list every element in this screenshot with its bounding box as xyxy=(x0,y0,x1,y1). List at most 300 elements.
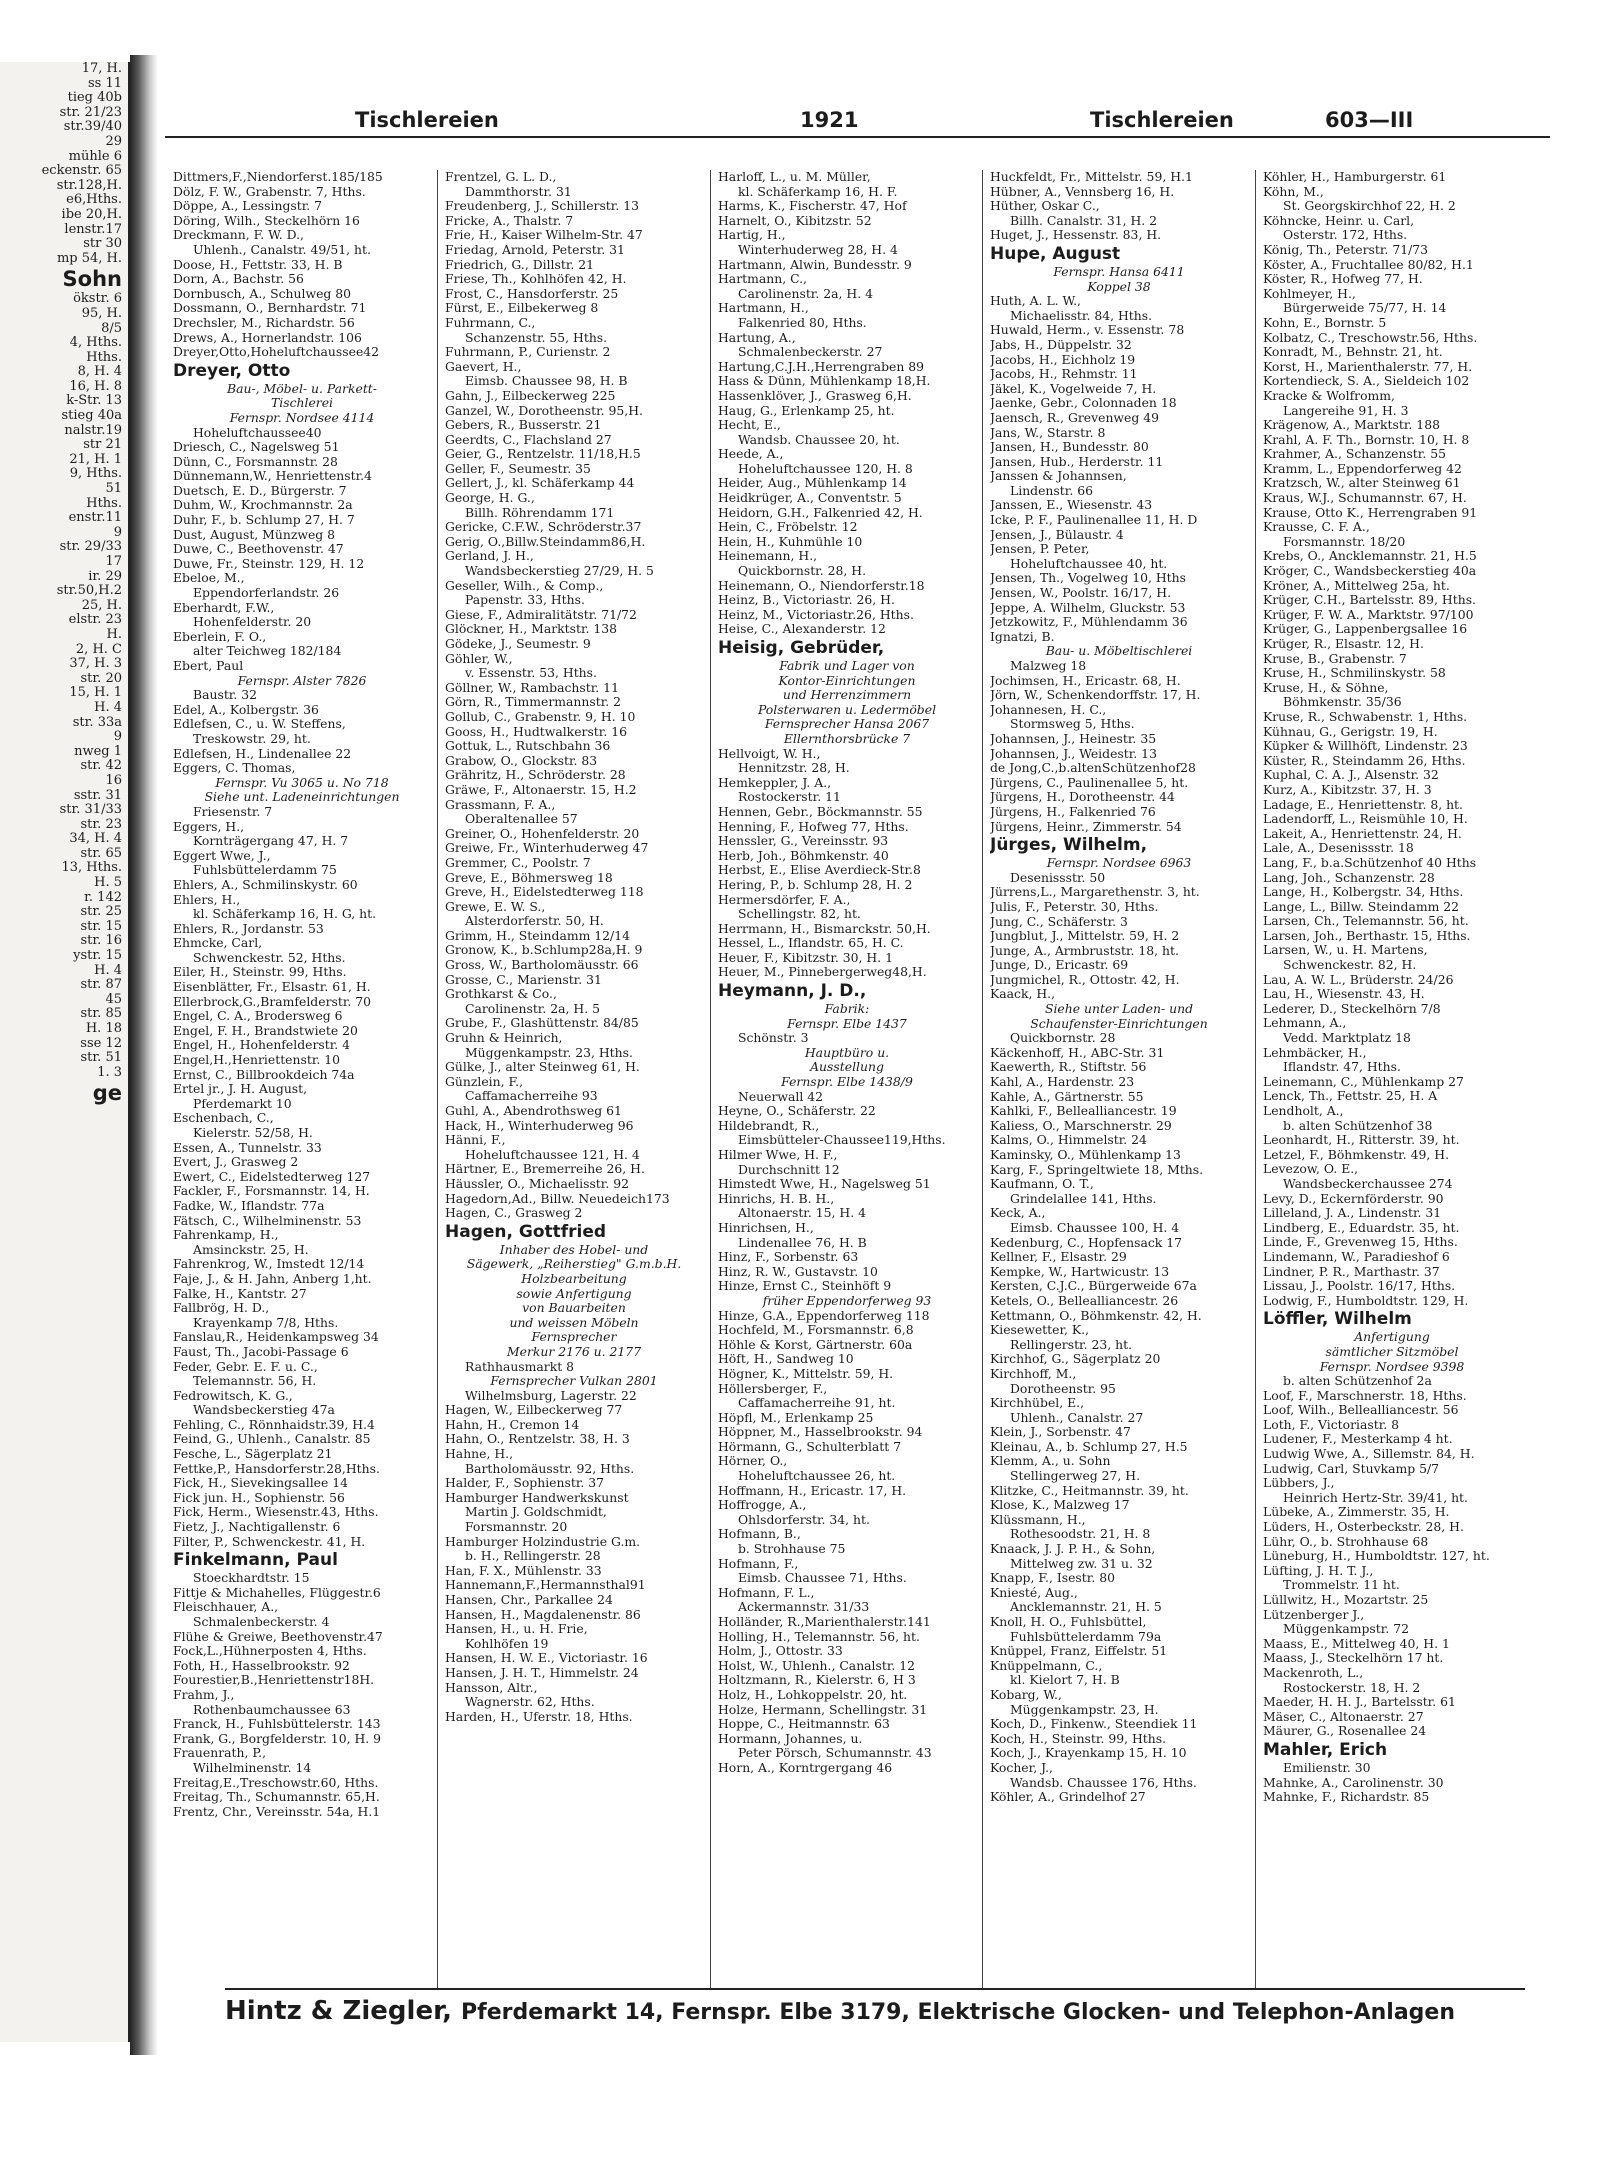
directory-entry: Frahm, J., xyxy=(173,1687,235,1702)
directory-entry: Uhlenh., Canalstr. 27 xyxy=(1010,1410,1144,1425)
directory-entry: St. Georgskirchhof 22, H. 2 xyxy=(1283,199,1456,214)
directory-entry: Kobarg, W., xyxy=(990,1687,1062,1702)
directory-entry: Feder, Gebr. E. F. u. C., xyxy=(173,1359,318,1374)
directory-entry: Günzlein, F., xyxy=(445,1074,524,1089)
directory-entry: Hassenklöver, J., Grasweg 6,H. xyxy=(718,388,912,403)
directory-entry: George, H. G., xyxy=(445,491,535,506)
directory-entry: Krüger, F. W. A., Marktstr. 97/100 xyxy=(1263,607,1474,622)
previous-page-fragment: stieg 40a xyxy=(61,408,122,424)
directory-entry: Jensen, Th., Vogelweg 10, Hths xyxy=(990,571,1186,586)
directory-entry: Faje, J., & H. Jahn, Anberg 1,ht. xyxy=(173,1271,372,1286)
directory-entry: Glöckner, H., Marktstr. 138 xyxy=(445,622,618,637)
directory-entry: Gronow, K., b.Schlump28a,H. 9 xyxy=(445,943,643,958)
directory-heading: Heymann, J. D., xyxy=(718,981,867,1002)
directory-entry: Gellert, J., kl. Schäferkamp 44 xyxy=(445,476,635,491)
directory-entry: Göllner, W., Rambachstr. 11 xyxy=(445,680,619,695)
directory-entry: Fedrowitsch, K. G., xyxy=(173,1388,293,1403)
previous-page-edge xyxy=(0,62,130,2042)
directory-entry: Heinz, M., Victoriastr.26, Hths. xyxy=(718,607,914,622)
directory-entry: Käckenhoff, H., ABC-Str. 31 xyxy=(990,1045,1165,1060)
previous-page-fragment: str. 87 xyxy=(80,977,122,993)
directory-entry: Caffamacherreihe 93 xyxy=(465,1089,598,1104)
directory-entry: Krausse, C. F. A., xyxy=(1263,520,1370,535)
directory-entry: Leinemann, C., Mühlenkamp 27 xyxy=(1263,1074,1464,1089)
directory-entry: Knoll, H. O., Fuhlsbüttel, xyxy=(990,1615,1147,1629)
directory-column-1 xyxy=(173,170,431,1819)
directory-entry: Himstedt Wwe, H., Nagelsweg 51 xyxy=(718,1177,931,1192)
directory-entry: Hartmann, Alwin, Bundesstr. 9 xyxy=(718,257,912,272)
directory-entry: Ernst, C., Billbrookdeich 74a xyxy=(173,1067,355,1082)
previous-page-fragment: ibe 20,H. xyxy=(61,206,122,222)
directory-entry: Drews, A., Hornerlandstr. 106 xyxy=(173,330,362,345)
directory-entry: Hoheluftchaussee 40, ht. xyxy=(1010,556,1168,571)
previous-page-fragment: H. 4 xyxy=(94,699,122,715)
previous-page-fragment: tieg 40b xyxy=(67,90,122,106)
directory-entry: Kröner, A., Mittelweg 25a, ht. xyxy=(1263,578,1450,593)
directory-entry: Jungblut, J., Mittelstr. 59, H. 2 xyxy=(990,929,1180,944)
directory-entry: Kahlki, F., Bellealliancestr. 19 xyxy=(990,1104,1177,1119)
directory-entry: Henssler, G., Vereinsstr. 93 xyxy=(718,834,889,849)
directory-entry: Höhle & Korst, Gärtnerstr. 60a xyxy=(718,1337,913,1352)
directory-entry: Leonhardt, H., Ritterstr. 39, ht. xyxy=(1263,1133,1460,1148)
previous-page-fragment: str 30 xyxy=(83,236,122,252)
directory-entry: Höllersberger, F., xyxy=(718,1381,828,1396)
directory-entry: Eimsb. Chaussee 71, Hths. xyxy=(738,1571,907,1586)
directory-entry: Michaelisstr. 84, Hths. xyxy=(1010,308,1153,323)
directory-entry: Hering, P., b. Schlump 28, H. 2 xyxy=(718,877,913,892)
directory-heading: Hagen, Gottfried xyxy=(445,1221,607,1242)
directory-entry: Jürrens,L., Margarethenstr. 3, ht. xyxy=(990,885,1200,900)
directory-entry: Jungmichel, R., Ottostr. 42, H. xyxy=(990,972,1180,987)
directory-entry: Kellner, F., Elsastr. 29 xyxy=(990,1250,1127,1265)
directory-entry: Fick, Herm., Wiesenstr.43, Hths. xyxy=(173,1505,379,1520)
directory-entry: Giese, F., Admiralitätstr. 71/72 xyxy=(445,607,637,622)
directory-entry: Langereihe 91, H. 3 xyxy=(1283,403,1409,418)
directory-entry: Kersten, C.J.C., Bürgerweide 67a xyxy=(990,1279,1197,1294)
directory-entry: Dammthorstr. 31 xyxy=(465,184,572,199)
directory-entry: Levezow, O. E., xyxy=(1263,1162,1359,1177)
directory-entry: Huwald, Herm., v. Essenstr. 78 xyxy=(990,323,1185,338)
directory-entry: Hörmann, G., Schulterblatt 7 xyxy=(718,1439,902,1454)
directory-entry: Eschenbach, C., xyxy=(173,1111,274,1126)
directory-entry: Hartung, A., xyxy=(718,330,796,345)
directory-entry: Pferdemarkt 10 xyxy=(193,1096,292,1111)
directory-entry: Schwenckestr. 52, Hths. xyxy=(193,950,346,965)
directory-entry: Falkenried 80, Hths. xyxy=(738,315,867,330)
directory-entry: Stoeckhardtstr. 15 xyxy=(193,1571,310,1586)
directory-entry: Eimsb. Chaussee 100, H. 4 xyxy=(1010,1220,1180,1235)
previous-page-fragment: 16, H. 8 xyxy=(69,378,122,394)
directory-entry: Frank, G., Borgfelderstr. 10, H. 9 xyxy=(173,1731,382,1746)
directory-entry: Fricke, A., Thalstr. 7 xyxy=(445,213,574,228)
directory-entry: Franck, H., Fuhlsbüttelerstr. 143 xyxy=(173,1717,381,1732)
directory-entry: Jaensch, R., Grevenweg 49 xyxy=(990,410,1160,425)
directory-entry: Lühr, O., b. Strohhause 68 xyxy=(1263,1534,1429,1549)
directory-entry: Hartig, H., xyxy=(718,228,786,243)
directory-entry: Küster, R., Steindamm 26, Hths. xyxy=(1263,753,1466,768)
previous-page-fragment: ge xyxy=(92,1081,122,1106)
directory-entry: Bau-, Möbel- u. Parkett- xyxy=(227,381,377,396)
directory-entry: Sägewerk, „Reiherstieg" G.m.b.H. xyxy=(466,1257,682,1272)
directory-entry: Lange, L., Billw. Steindamm 22 xyxy=(1263,899,1460,914)
directory-entry: Falke, H., Kantstr. 27 xyxy=(173,1286,307,1301)
directory-entry: Malzweg 18 xyxy=(1010,659,1087,673)
directory-entry: Ausstellung xyxy=(810,1060,884,1075)
directory-entry: Telemannstr. 56, H. xyxy=(193,1374,317,1389)
directory-entry: Alsterdorferstr. 50, H. xyxy=(465,914,604,929)
directory-entry: Wagnerstr. 62, Hths. xyxy=(465,1695,595,1710)
directory-entry: Kruse, H., & Söhne, xyxy=(1263,680,1389,695)
directory-entry: Desenissstr. 50 xyxy=(1010,870,1106,885)
directory-entry: Hagen, W., Eilbeckerweg 77 xyxy=(445,1403,623,1418)
directory-entry: Kleinau, A., b. Schlump 27, H.5 xyxy=(990,1439,1188,1454)
directory-entry: Eggers, H., xyxy=(173,819,245,834)
directory-entry: Fesche, L., Sägerplatz 21 xyxy=(173,1447,333,1462)
directory-entry: Fittje & Michahelles, Flüggestr.6 xyxy=(173,1585,381,1600)
directory-entry: und Herrenzimmern xyxy=(782,688,912,703)
directory-entry: Kurz, A., Kibitzstr. 37, H. 3 xyxy=(1263,782,1432,797)
directory-entry: Krebs, O., Ancklemannstr. 21, H.5 xyxy=(1263,549,1477,564)
directory-entry: Friesenstr. 7 xyxy=(193,804,273,819)
directory-entry: Knüppel, Franz, Eiffelstr. 51 xyxy=(990,1644,1168,1659)
previous-page-fragment: enstr.11 xyxy=(68,510,122,526)
previous-page-fragment: ökstr. 6 xyxy=(73,291,122,307)
directory-entry: Freudenberg, J., Schillerstr. 13 xyxy=(445,199,639,214)
directory-entry: Forsmannstr. 20 xyxy=(465,1520,568,1535)
directory-entry: Krahl, A. F. Th., Bornstr. 10, H. 8 xyxy=(1263,432,1470,447)
directory-entry: Eberlein, F. O., xyxy=(173,629,267,644)
previous-page-fragment: 15, H. 1 xyxy=(69,685,122,701)
directory-entry: von Bauarbeiten xyxy=(522,1301,626,1316)
directory-entry: Eiler, H., Steinstr. 99, Hths. xyxy=(173,965,347,980)
directory-entry: Ebeloe, M., xyxy=(173,571,245,586)
previous-page-fragment: mp 54, H. xyxy=(56,250,122,266)
directory-entry: Schanzenstr. 55, Hths. xyxy=(465,330,608,345)
directory-entry: Harden, H., Uferstr. 18, Hths. xyxy=(445,1709,633,1724)
directory-entry: sämtlicher Sitzmöbel xyxy=(1325,1344,1459,1359)
directory-entry: Rellingerstr. 23, ht. xyxy=(1010,1337,1133,1352)
directory-entry: Ladage, E., Henriettenstr. 8, ht. xyxy=(1263,797,1463,812)
directory-entry: Fuhlsbüttelerdamm 79a xyxy=(1010,1629,1162,1644)
directory-entry: Osterstr. 172, Hths. xyxy=(1283,228,1408,243)
column-divider xyxy=(437,170,438,1990)
previous-page-fragment: str. 15 xyxy=(80,918,122,934)
directory-entry: Kuphal, C. A. J., Alsenstr. 32 xyxy=(1263,768,1439,783)
directory-entry: Friedag, Arnold, Peterstr. 31 xyxy=(445,242,625,257)
directory-entry: Höppner, M., Hasselbrookstr. 94 xyxy=(718,1425,923,1440)
directory-entry: Rathhausmarkt 8 xyxy=(465,1359,575,1374)
directory-entry: Ladendorff, L., Reismühle 10, H. xyxy=(1263,812,1468,827)
previous-page-fragment: 2, H. C xyxy=(75,641,122,657)
directory-entry: Grindelallee 141, Hths. xyxy=(1010,1191,1157,1206)
directory-entry: Jensen, W., Poolstr. 16/17, H. xyxy=(990,586,1172,601)
directory-entry: Fernspr. Nordsee 9398 xyxy=(1319,1359,1465,1374)
column-divider xyxy=(1255,170,1256,1990)
directory-entry: Knaack, J. J. P. H., & Sohn, xyxy=(990,1542,1156,1557)
previous-page-fragment: 17, H. xyxy=(81,62,122,76)
directory-entry: Loof, Wilh., Bellealliancestr. 56 xyxy=(1263,1403,1459,1418)
directory-entry: Jung, C., Schäferstr. 3 xyxy=(990,914,1128,929)
directory-entry: Dünnemann,W., Henriettenstr.4 xyxy=(173,469,372,484)
directory-entry: b. alten Schützenhof 38 xyxy=(1283,1118,1433,1133)
directory-entry: Lenck, Th., Fettstr. 25, H. A xyxy=(1263,1089,1438,1104)
directory-entry: Duwe, C., Beethovenstr. 47 xyxy=(173,542,344,557)
directory-entry: Larsen, Ch., Telemannstr. 56, ht. xyxy=(1263,914,1469,929)
directory-entry: Siehe unter Laden- und xyxy=(1044,1002,1194,1017)
previous-page-fragment: lenstr.17 xyxy=(64,221,122,237)
directory-entry: Holländer, R.,Marienthalerstr.141 xyxy=(718,1615,931,1629)
directory-entry: Ehlers, R., Jordanstr. 53 xyxy=(173,921,324,936)
directory-entry: Durchschnitt 12 xyxy=(738,1162,840,1177)
directory-entry: Peter Pörsch, Schumannstr. 43 xyxy=(738,1746,932,1761)
directory-entry: Frost, C., Hansdorferstr. 25 xyxy=(445,286,619,301)
directory-entry: Carolinenstr. 2a, H. 4 xyxy=(738,286,873,301)
previous-page-fragment: nweg 1 xyxy=(74,743,122,759)
directory-entry: Jürgens, H., Dorotheenstr. 44 xyxy=(990,790,1175,805)
directory-entry: Gaevert, H., xyxy=(445,359,522,374)
directory-entry: Kempke, W., Hartwicustr. 13 xyxy=(990,1264,1170,1279)
directory-entry: Ellerbrock,G.,Bramfelderstr. 70 xyxy=(173,994,372,1009)
page-header xyxy=(165,102,1550,138)
previous-page-fragment: r. 142 xyxy=(84,889,122,905)
directory-entry: Huckfeldt, Fr., Mittelstr. 59, H.1 xyxy=(990,170,1193,184)
previous-page-fragment: 4, Hths. xyxy=(69,335,122,351)
directory-entry: Jacobs, H., Eichholz 19 xyxy=(990,352,1136,367)
directory-entry: Hessel, L., Iflandstr. 65, H. C. xyxy=(718,936,904,951)
directory-entry: Duhm, W., Krochmannstr. 2a xyxy=(173,498,353,513)
previous-page-fragment: mühle 6 xyxy=(68,148,122,164)
directory-entry: Herb, Joh., Böhmkenstr. 40 xyxy=(718,848,889,863)
previous-page-fragment: 8, H. 4 xyxy=(77,364,122,380)
previous-page-fragment: 29 xyxy=(105,133,122,149)
directory-entry: Hinrichs, H. B. H., xyxy=(718,1191,835,1206)
directory-entry: Fernspr. Alster 7826 xyxy=(237,673,367,688)
previous-page-fragment: str. 33a xyxy=(72,714,122,730)
directory-entry: Dreckmann, F. W. D., xyxy=(173,228,304,243)
directory-entry: Grassmann, F. A., xyxy=(445,797,556,812)
previous-page-fragment: 37, H. 3 xyxy=(69,656,122,672)
directory-entry: Hamburger Holzindustrie G.m. xyxy=(445,1534,641,1549)
directory-entry: Merkur 2176 u. 2177 xyxy=(506,1344,642,1359)
previous-page-fragment: ir. 29 xyxy=(88,568,122,584)
directory-entry: Gerland, J. H., xyxy=(445,549,534,564)
directory-entry: Evert, J., Grasweg 2 xyxy=(173,1155,299,1170)
directory-entry: Fätsch, C., Wilhelminenstr. 53 xyxy=(173,1213,362,1228)
directory-entry: Rostockerstr. 11 xyxy=(738,790,841,805)
directory-entry: Fuhrmann, C., xyxy=(445,315,536,330)
directory-entry: Duhr, F., b. Schlump 27, H. 7 xyxy=(173,513,355,528)
directory-entry: Döppe, A., Lessingstr. 7 xyxy=(173,199,323,214)
previous-page-fragment: sstr. 31 xyxy=(73,787,122,803)
directory-entry: Hinz, R. W., Gustavstr. 10 xyxy=(718,1264,878,1279)
directory-entry: Eberhardt, F.W., xyxy=(173,600,275,615)
directory-entry: Koch, D., Finkenw., Steendiek 11 xyxy=(990,1717,1198,1732)
directory-entry: Kaack, H., xyxy=(990,987,1056,1002)
directory-entry: Böhmkenstr. 35/36 xyxy=(1283,695,1402,710)
directory-entry: Karg, F., Springeltwiete 18, Mths. xyxy=(990,1162,1204,1177)
footer-firm: Hintz & Ziegler, xyxy=(225,1996,452,2026)
directory-column-3 xyxy=(718,170,976,1776)
directory-entry: Inhaber des Hobel- und xyxy=(499,1242,649,1257)
directory-entry: Hartmann, C., xyxy=(718,272,807,287)
directory-entry: Grewe, E. W. S., xyxy=(445,899,546,914)
previous-page-fragment: 9 xyxy=(113,729,122,745)
directory-entry: Gruhn & Heinrich, xyxy=(445,1031,563,1046)
directory-entry: Quickbornstr. 28, H. xyxy=(738,564,867,579)
directory-entry: Friedrich, G., Dillstr. 21 xyxy=(445,257,595,272)
directory-entry: Johannesen, H. C., xyxy=(990,702,1107,717)
directory-entry: Köhler, A., Grindelhof 27 xyxy=(990,1790,1146,1805)
directory-entry: Lübbers, J., xyxy=(1263,1476,1335,1491)
directory-entry: Hannemann,F.,Hermannsthal91 xyxy=(445,1578,646,1593)
directory-entry: Faust, Th., Jacobi-Passage 6 xyxy=(173,1344,349,1359)
directory-entry: Krüger, R., Elsastr. 12, H. xyxy=(1263,637,1424,651)
directory-entry: Heinemann, H., xyxy=(718,549,818,564)
directory-entry: Siehe unt. Ladeneinrichtungen xyxy=(204,790,400,805)
directory-entry: Köhncke, Heinr. u. Carl, xyxy=(1263,213,1415,228)
directory-entry: Hack, H., Winterhuderweg 96 xyxy=(445,1118,634,1133)
directory-entry: Bürgerweide 75/77, H. 14 xyxy=(1283,301,1447,316)
directory-entry: kl. Kielort 7, H. B xyxy=(1010,1673,1120,1688)
directory-column-2 xyxy=(445,170,703,1724)
directory-entry: Hochfeld, M., Forsmannstr. 6,8 xyxy=(718,1323,914,1338)
directory-entry: Kohlmeyer, H., xyxy=(1263,286,1356,301)
directory-entry: Duetsch, E. D., Bürgerstr. 7 xyxy=(173,483,347,498)
directory-entry: Polsterwaren u. Ledermöbel xyxy=(757,702,937,717)
directory-entry: Hahne, H., xyxy=(445,1447,514,1462)
directory-entry: Kontor-Einrichtungen xyxy=(778,673,916,688)
directory-entry: Hofmann, F. L., xyxy=(718,1585,815,1600)
directory-entry: Geseller, Wilh., & Comp., xyxy=(445,578,604,593)
directory-entry: Mäurer, G., Rosenallee 24 xyxy=(1263,1724,1427,1739)
directory-entry: Hartmann, H., xyxy=(718,301,809,316)
previous-page-fragment: ystr. 15 xyxy=(73,948,122,964)
directory-entry: Maass, E., Mittelweg 40, H. 1 xyxy=(1263,1636,1450,1651)
directory-entry: Ludwig, Carl, Stuvkamp 5/7 xyxy=(1263,1461,1440,1476)
previous-page-fragment: H. xyxy=(106,626,122,642)
directory-entry: Geller, F., Seumestr. 35 xyxy=(445,461,591,476)
directory-entry: Caffamacherreihe 91, ht. xyxy=(738,1396,896,1411)
directory-entry: Hinze, Ernst C., Steinhöft 9 xyxy=(718,1279,892,1294)
previous-page-fragment: 9 xyxy=(113,524,122,540)
directory-entry: Jaenke, Gebr., Colonnaden 18 xyxy=(990,396,1177,411)
directory-entry: Fuhrmann, P., Curienstr. 2 xyxy=(445,345,611,360)
directory-entry: Grothkarst & Co., xyxy=(445,987,557,1002)
directory-entry: Kruse, B., Grabenstr. 7 xyxy=(1263,651,1407,666)
directory-entry: Lilleland, J. A., Lindenstr. 31 xyxy=(1263,1206,1442,1221)
directory-entry: Lüllwitz, H., Mozartstr. 25 xyxy=(1263,1593,1429,1607)
directory-entry: Hänni, F., xyxy=(445,1133,506,1148)
directory-entry: Ebert, Paul xyxy=(173,659,244,673)
previous-page-fragment: H. 18 xyxy=(85,1021,122,1036)
book-gutter xyxy=(130,55,158,2055)
directory-entry: Heyne, O., Schäferstr. 22 xyxy=(718,1104,876,1119)
directory-entry: Lindberg, E., Eduardstr. 35, ht. xyxy=(1263,1220,1460,1235)
directory-entry: Kirchhübel, E., xyxy=(990,1396,1085,1411)
directory-heading: Finkelmann, Paul xyxy=(173,1550,338,1571)
directory-entry: Ludwig Wwe, A., Sillemstr. 84, H. xyxy=(1263,1447,1475,1462)
directory-entry: Krüger, G., Lappenbergsallee 16 xyxy=(1263,622,1468,637)
directory-entry: Döring, Wilh., Steckelhörn 16 xyxy=(173,213,360,228)
directory-entry: Hellvoigt, W. H., xyxy=(718,746,821,761)
directory-entry: Hormann, Johannes, u. xyxy=(718,1731,863,1746)
directory-entry: Fabrik: xyxy=(824,1002,870,1017)
directory-entry: Keck, A., xyxy=(990,1206,1046,1221)
directory-entry: Holze, Hermann, Schellingstr. 31 xyxy=(718,1702,928,1717)
directory-entry: Konradt, M., Behnstr. 21, ht. xyxy=(1263,345,1443,360)
directory-entry: Hofmann, B., xyxy=(718,1527,801,1542)
directory-entry: Flühe & Greiwe, Beethovenstr.47 xyxy=(173,1629,383,1644)
directory-entry: Lissau, J., Poolstr. 16/17, Hths. xyxy=(1263,1279,1456,1294)
directory-entry: Geerdts, C., Flachsland 27 xyxy=(445,432,612,447)
previous-page-fragment: str. 31/33 xyxy=(59,802,122,818)
directory-entry: Kahle, A., Gärtnerstr. 55 xyxy=(990,1089,1144,1104)
directory-entry: Jörn, W., Schenkendorffstr. 17, H. xyxy=(990,688,1201,703)
directory-entry: Kettmann, O., Böhmkenstr. 42, H. xyxy=(990,1308,1202,1323)
directory-entry: Lüders, H., Osterbeckstr. 28, H. xyxy=(1263,1520,1464,1535)
directory-entry: Kohn, E., Bornstr. 5 xyxy=(1263,315,1387,330)
directory-entry: Koppel 38 xyxy=(1087,279,1151,294)
directory-entry: Halder, F., Sophienstr. 37 xyxy=(445,1476,605,1491)
directory-entry: Kiesewetter, K., xyxy=(990,1323,1090,1338)
directory-entry: Hübner, A., Vennsberg 16, H. xyxy=(990,184,1175,199)
previous-page-fragment: nalstr.19 xyxy=(64,422,122,438)
directory-entry: Junge, D., Ericastr. 69 xyxy=(990,958,1129,973)
directory-entry: v. Essenstr. 53, Hths. xyxy=(465,666,597,681)
directory-entry: Hilmer Wwe, H. F., xyxy=(718,1148,838,1162)
directory-entry: Carolinenstr. 2a, H. 5 xyxy=(465,1001,600,1016)
directory-entry: Gödeke, J., Seumestr. 9 xyxy=(445,637,591,651)
directory-entry: Greiwe, Fr., Winterhuderweg 47 xyxy=(445,841,649,856)
directory-entry: Kröger, C., Wandsbeckerstieg 40a xyxy=(1263,564,1477,579)
directory-entry: Högner, K., Mittelstr. 59, H. xyxy=(718,1366,894,1381)
directory-entry: Kielerstr. 52/58, H. xyxy=(193,1126,313,1140)
directory-entry: Fernspr. Nordsee 4114 xyxy=(229,410,375,425)
directory-entry: Hamburger Handwerkskunst xyxy=(445,1490,629,1505)
directory-entry: Gericke, C.F.W., Schröderstr.37 xyxy=(445,520,642,535)
directory-entry: Hansen, H., u. H. Frie, xyxy=(445,1622,588,1637)
directory-entry: Dorotheenstr. 95 xyxy=(1010,1381,1116,1396)
directory-entry: Hoheluftchaussee 26, ht. xyxy=(738,1469,896,1484)
directory-entry: Lendholt, A., xyxy=(1263,1104,1344,1118)
directory-entry: Holtzmann, R., Kielerstr. 6, H 3 xyxy=(718,1673,916,1688)
directory-entry: Fahrenkrog, W., Imstedt 12/14 xyxy=(173,1257,365,1272)
directory-entry: Greve, H., Eidelstedterweg 118 xyxy=(445,885,644,900)
directory-entry: Hoffmann, H., Ericastr. 17, H. xyxy=(718,1483,907,1498)
directory-entry: Quickbornstr. 28 xyxy=(1010,1031,1116,1046)
directory-entry: Herbst, E., Elise Averdieck-Str.8 xyxy=(718,863,921,878)
previous-page-fragment: elstr. 23 xyxy=(68,612,122,628)
directory-entry: Schmalenbeckerstr. 27 xyxy=(738,345,883,360)
directory-entry: Köhn, M., xyxy=(1263,184,1324,199)
previous-page-fragment: Sohn xyxy=(62,267,122,292)
previous-page-fragment: str. 23 xyxy=(80,816,122,832)
directory-entry: Krüger, C.H., Bartelsstr. 89, Hths. xyxy=(1263,593,1476,608)
directory-entry: Fettke,P., Hansdorferstr.28,Hths. xyxy=(173,1461,380,1476)
directory-entry: Fehling, C., Rönnhaidstr.39, H.4 xyxy=(173,1417,375,1432)
directory-entry: Dünn, C., Forsmannstr. 28 xyxy=(173,454,338,469)
directory-entry: Klemm, A., u. Sohn xyxy=(990,1454,1111,1469)
directory-entry: Grosse, C., Marienstr. 31 xyxy=(445,972,602,987)
directory-column-4 xyxy=(990,170,1248,1805)
directory-entry: Wandsbeckerstieg 47a xyxy=(193,1403,335,1418)
directory-entry: Lehmann, A., xyxy=(1263,1016,1347,1031)
directory-entry: Ludener, F., Mesterkamp 4 ht. xyxy=(1263,1432,1453,1447)
directory-entry: Grube, F., Glashüttenstr. 84/85 xyxy=(445,1016,639,1031)
directory-entry: Hoheluftchaussee 120, H. 8 xyxy=(738,461,913,476)
directory-entry: Hahn, O., Rentzelstr. 38, H. 3 xyxy=(445,1432,630,1447)
directory-entry: Driesch, C., Nagelsweg 51 xyxy=(173,440,340,455)
